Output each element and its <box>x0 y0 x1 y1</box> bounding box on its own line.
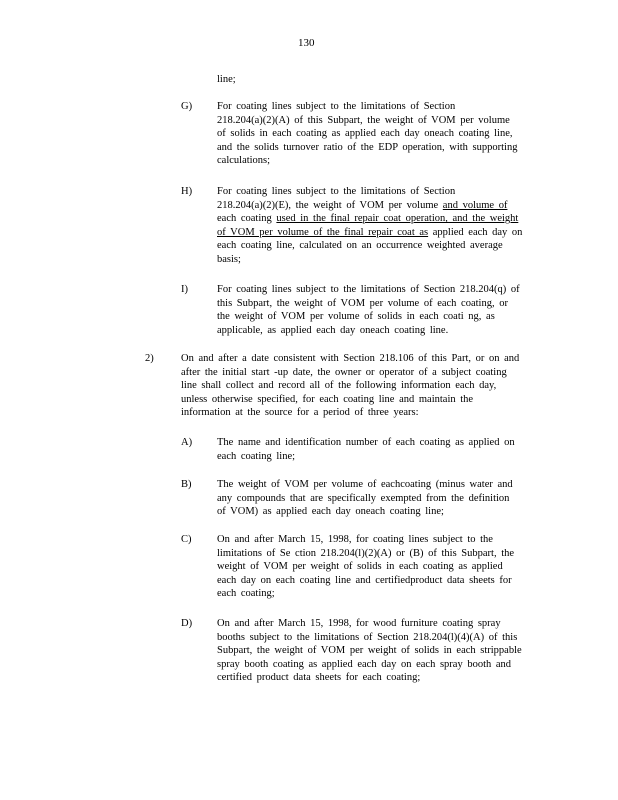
text-line: For coating lines subject to the limitations of Section <box>217 186 456 197</box>
text-line: unless otherwise specified, for each coating line and maintain the <box>181 393 474 405</box>
text-line: basis; <box>217 253 241 265</box>
text-line: each coating used in the final repair coat operation, and the weight <box>217 213 519 225</box>
text-line: Subpart, the weight of VOM per weight of solids in each strippable <box>217 645 522 657</box>
text-line: 218.204(a)(2)(A) of this Subpart, the weight of VOM per volume <box>217 114 510 126</box>
text-line: each coating line, calculated on an occurrence weighted average <box>217 240 503 252</box>
underlined-text: used in the final repair coat operation, and the weight <box>276 213 519 225</box>
underlined-text: and volume of <box>442 199 508 211</box>
text-line: booths subject to the limitations of Section 218.204(l)(4)(A) of this <box>217 631 518 643</box>
text-line: spray booth coating as applied each day on each spray booth and <box>217 658 512 670</box>
text-line: information at the source for a period of three years: <box>181 407 419 419</box>
item-marker: H) <box>181 186 193 197</box>
text-line: and the solids turnover ratio of the EDP operation, with supporting <box>217 141 518 153</box>
text-line: of VOM) as applied each day oneach coating line; <box>217 506 444 518</box>
text-line: line shall collect and record all of the following information each day, <box>181 380 497 392</box>
text-line: any compounds that are specifically exempted from the definition <box>217 492 510 504</box>
item-marker: 2) <box>145 353 154 364</box>
text-line: each day on each coating line and certifiedproduct data sheets for <box>217 574 512 586</box>
underlined-text: of VOM per volume of the final repair coat as <box>217 226 429 238</box>
text-line: limitations of Se ction 218.204(l)(2)(A) or (B) of this Subpart, the <box>217 547 515 559</box>
text-line: after the initial start -up date, the owner or operator of a subject coating <box>181 366 507 378</box>
text-line: of solids in each coating as applied each day oneach coating line, <box>217 128 513 140</box>
continuation-text <box>217 73 537 87</box>
item-marker: B) <box>181 479 192 490</box>
item-marker: D) <box>181 618 193 629</box>
text-line: each coating line; <box>217 450 296 462</box>
text-line: each coating; <box>217 588 275 600</box>
item-marker: A) <box>181 437 193 448</box>
text-line: For coating lines subject to the limitations of Section 218.204(q) of <box>217 284 520 295</box>
text-line: On and after March 15, 1998, for wood furniture coating spray <box>217 618 501 629</box>
item-marker: I) <box>181 284 188 295</box>
text-line: calculations; <box>217 155 271 167</box>
text-line: of VOM per volume of the final repair coat as applied each day on <box>217 226 523 238</box>
text-line: applicable, as applied each day oneach coating line. <box>217 324 449 336</box>
text-line: line; <box>217 74 236 85</box>
item-marker: G) <box>181 101 193 112</box>
text-line: The weight of VOM per volume of eachcoating (minus water and <box>217 479 513 490</box>
text-line: The name and identification number of each coating as applied on <box>217 437 515 448</box>
text-line: this Subpart, the weight of VOM per volume of each coating, or <box>217 297 508 309</box>
text-line: the weight of VOM per volume of solids in each coati ng, as <box>217 311 495 323</box>
item-marker: C) <box>181 534 192 545</box>
text-line: 218.204(a)(2)(E), the weight of VOM per volume and volume of <box>217 199 508 211</box>
text-line: weight of VOM per weight of solids in each coating as applied <box>217 561 503 573</box>
text-line: On and after March 15, 1998, for coating lines subject to the <box>217 534 493 545</box>
page-number: 130 <box>298 37 315 49</box>
text-line: On and after a date consistent with Section 218.106 of this Part, or on and <box>181 353 520 364</box>
text-line: For coating lines subject to the limitations of Section <box>217 101 456 112</box>
text-line: certified product data sheets for each coating; <box>217 672 421 684</box>
